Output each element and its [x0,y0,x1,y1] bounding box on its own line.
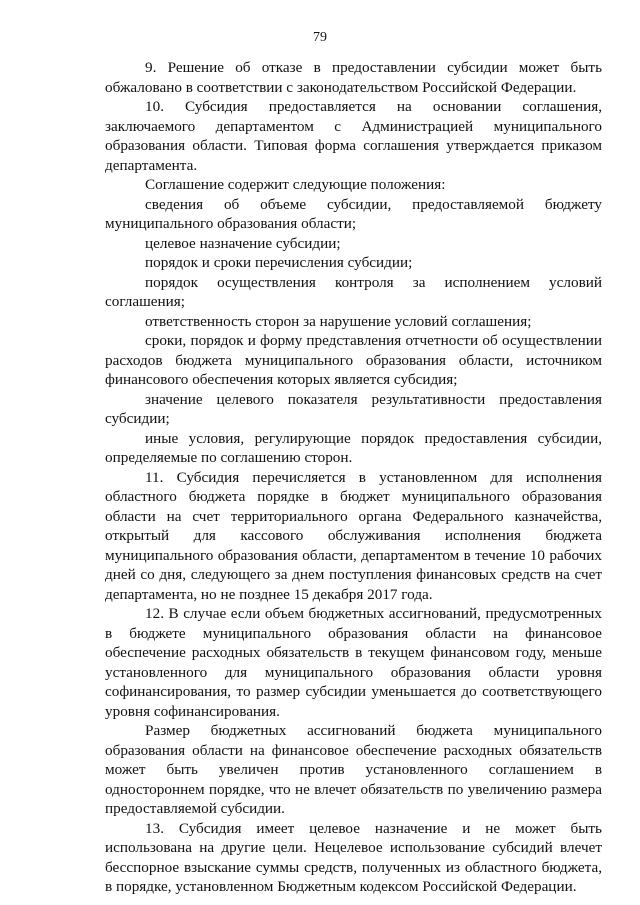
provision-other-conditions: иные условия, регулирующие порядок предоставления субсидии, определяемые по соглашению сторон. [105,429,602,466]
provision-reporting: сроки, порядок и форму представления отчетности об осуществлении расходов бюджета муниципального образования области, источником финансового обеспечения которых является субсидия; [105,332,602,388]
paragraph-item-13: 13. Субсидия имеет целевое назначение и не может быть использована на другие цели. Нецелевое использование субсидий влечет бесспорное взыскание суммы средств, полученных из областного бюджета, в порядке, установленном Бюджетным кодексом Российской Федерации. [105,819,602,895]
provision-target-indicator: значение целевого показателя результативности предоставления субсидии; [105,390,602,427]
provision-responsibility: ответственность сторон за нарушение условий соглашения; [145,312,532,330]
provision-purpose: целевое назначение субсидии; [145,234,341,252]
document-body [105,58,602,897]
paragraph-item-10: 10. Субсидия предоставляется на основании соглашения, заключаемого департаментом с Администрацией муниципального образования области. Типовая форма соглашения утверждается приказом департамента. [105,98,602,174]
provision-control-procedure: порядок осуществления контроля за исполнением условий соглашения; [105,273,602,310]
paragraph-budget-increase: Размер бюджетных ассигнований бюджета муниципального образования области на финансовое обеспечение расходных обязательств может быть увеличен против установленного соглашением в одностороннем порядке, что не влечет обязательств по увеличению размера предоставляемой субсидии. [105,722,602,817]
paragraph-item-9: 9. Решение об отказе в предоставлении субсидии может быть обжаловано в соответствии с законодательством Российской Федерации. [105,59,602,96]
provision-transfer-procedure: порядок и сроки перечисления субсидии; [145,254,413,271]
paragraph-item-11: 11. Субсидия перечисляется в установленном для исполнения областного бюджета порядке в бюджет муниципального образования области на счет территориального органа Федерального казначейства, открытый для кассового обслуживания исполнения бюджета муниципального образования области, департаментом в течение 10 рабочих дней со дня, следующего за днем поступления финансовых средств на счет департамента, но не позднее 15 декабря 2017 года. [105,468,602,603]
page-number: 79 [313,30,327,45]
provision-subsidy-amount: сведения об объеме субсидии, предоставляемой бюджету муниципального образования области; [105,195,602,232]
agreement-provisions-intro: Соглашение содержит следующие положения: [145,176,446,193]
paragraph-item-12: 12. В случае если объем бюджетных ассигнований, предусмотренных в бюджете муниципального образования области на финансовое обеспечение расходных обязательств в текущем финансовом году, меньше установленного для муниципального образования области уровня софинансирования, то размер субсидии уменьшается до соответствующего уровня софинансирования. [105,605,602,720]
